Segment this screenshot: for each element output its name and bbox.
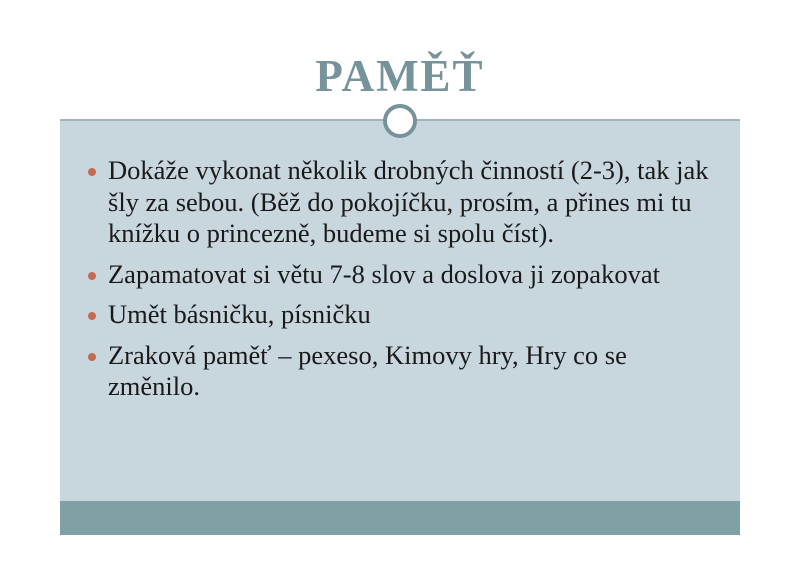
list-item: Zapamatovat si větu 7-8 slov a doslova ji zopakovat <box>82 259 722 291</box>
list-item: Dokáže vykonat několik drobných činností (2-3), tak jak šly za sebou. (Běž do pokojíčku, prosím, a přines mi tu knížku o princezně, budeme si spolu číst). <box>82 155 722 250</box>
list-item: Zraková paměť – pexeso, Kimovy hry, Hry co se změnilo. <box>82 340 722 403</box>
slide-body <box>60 121 740 501</box>
ring-decoration-icon <box>383 104 417 138</box>
bullet-list <box>82 155 722 412</box>
page-title: PAMĚŤ <box>315 51 485 101</box>
slide-footer-band <box>60 501 740 535</box>
list-item: Umět básničku, písničku <box>82 299 722 331</box>
slide <box>60 30 740 535</box>
